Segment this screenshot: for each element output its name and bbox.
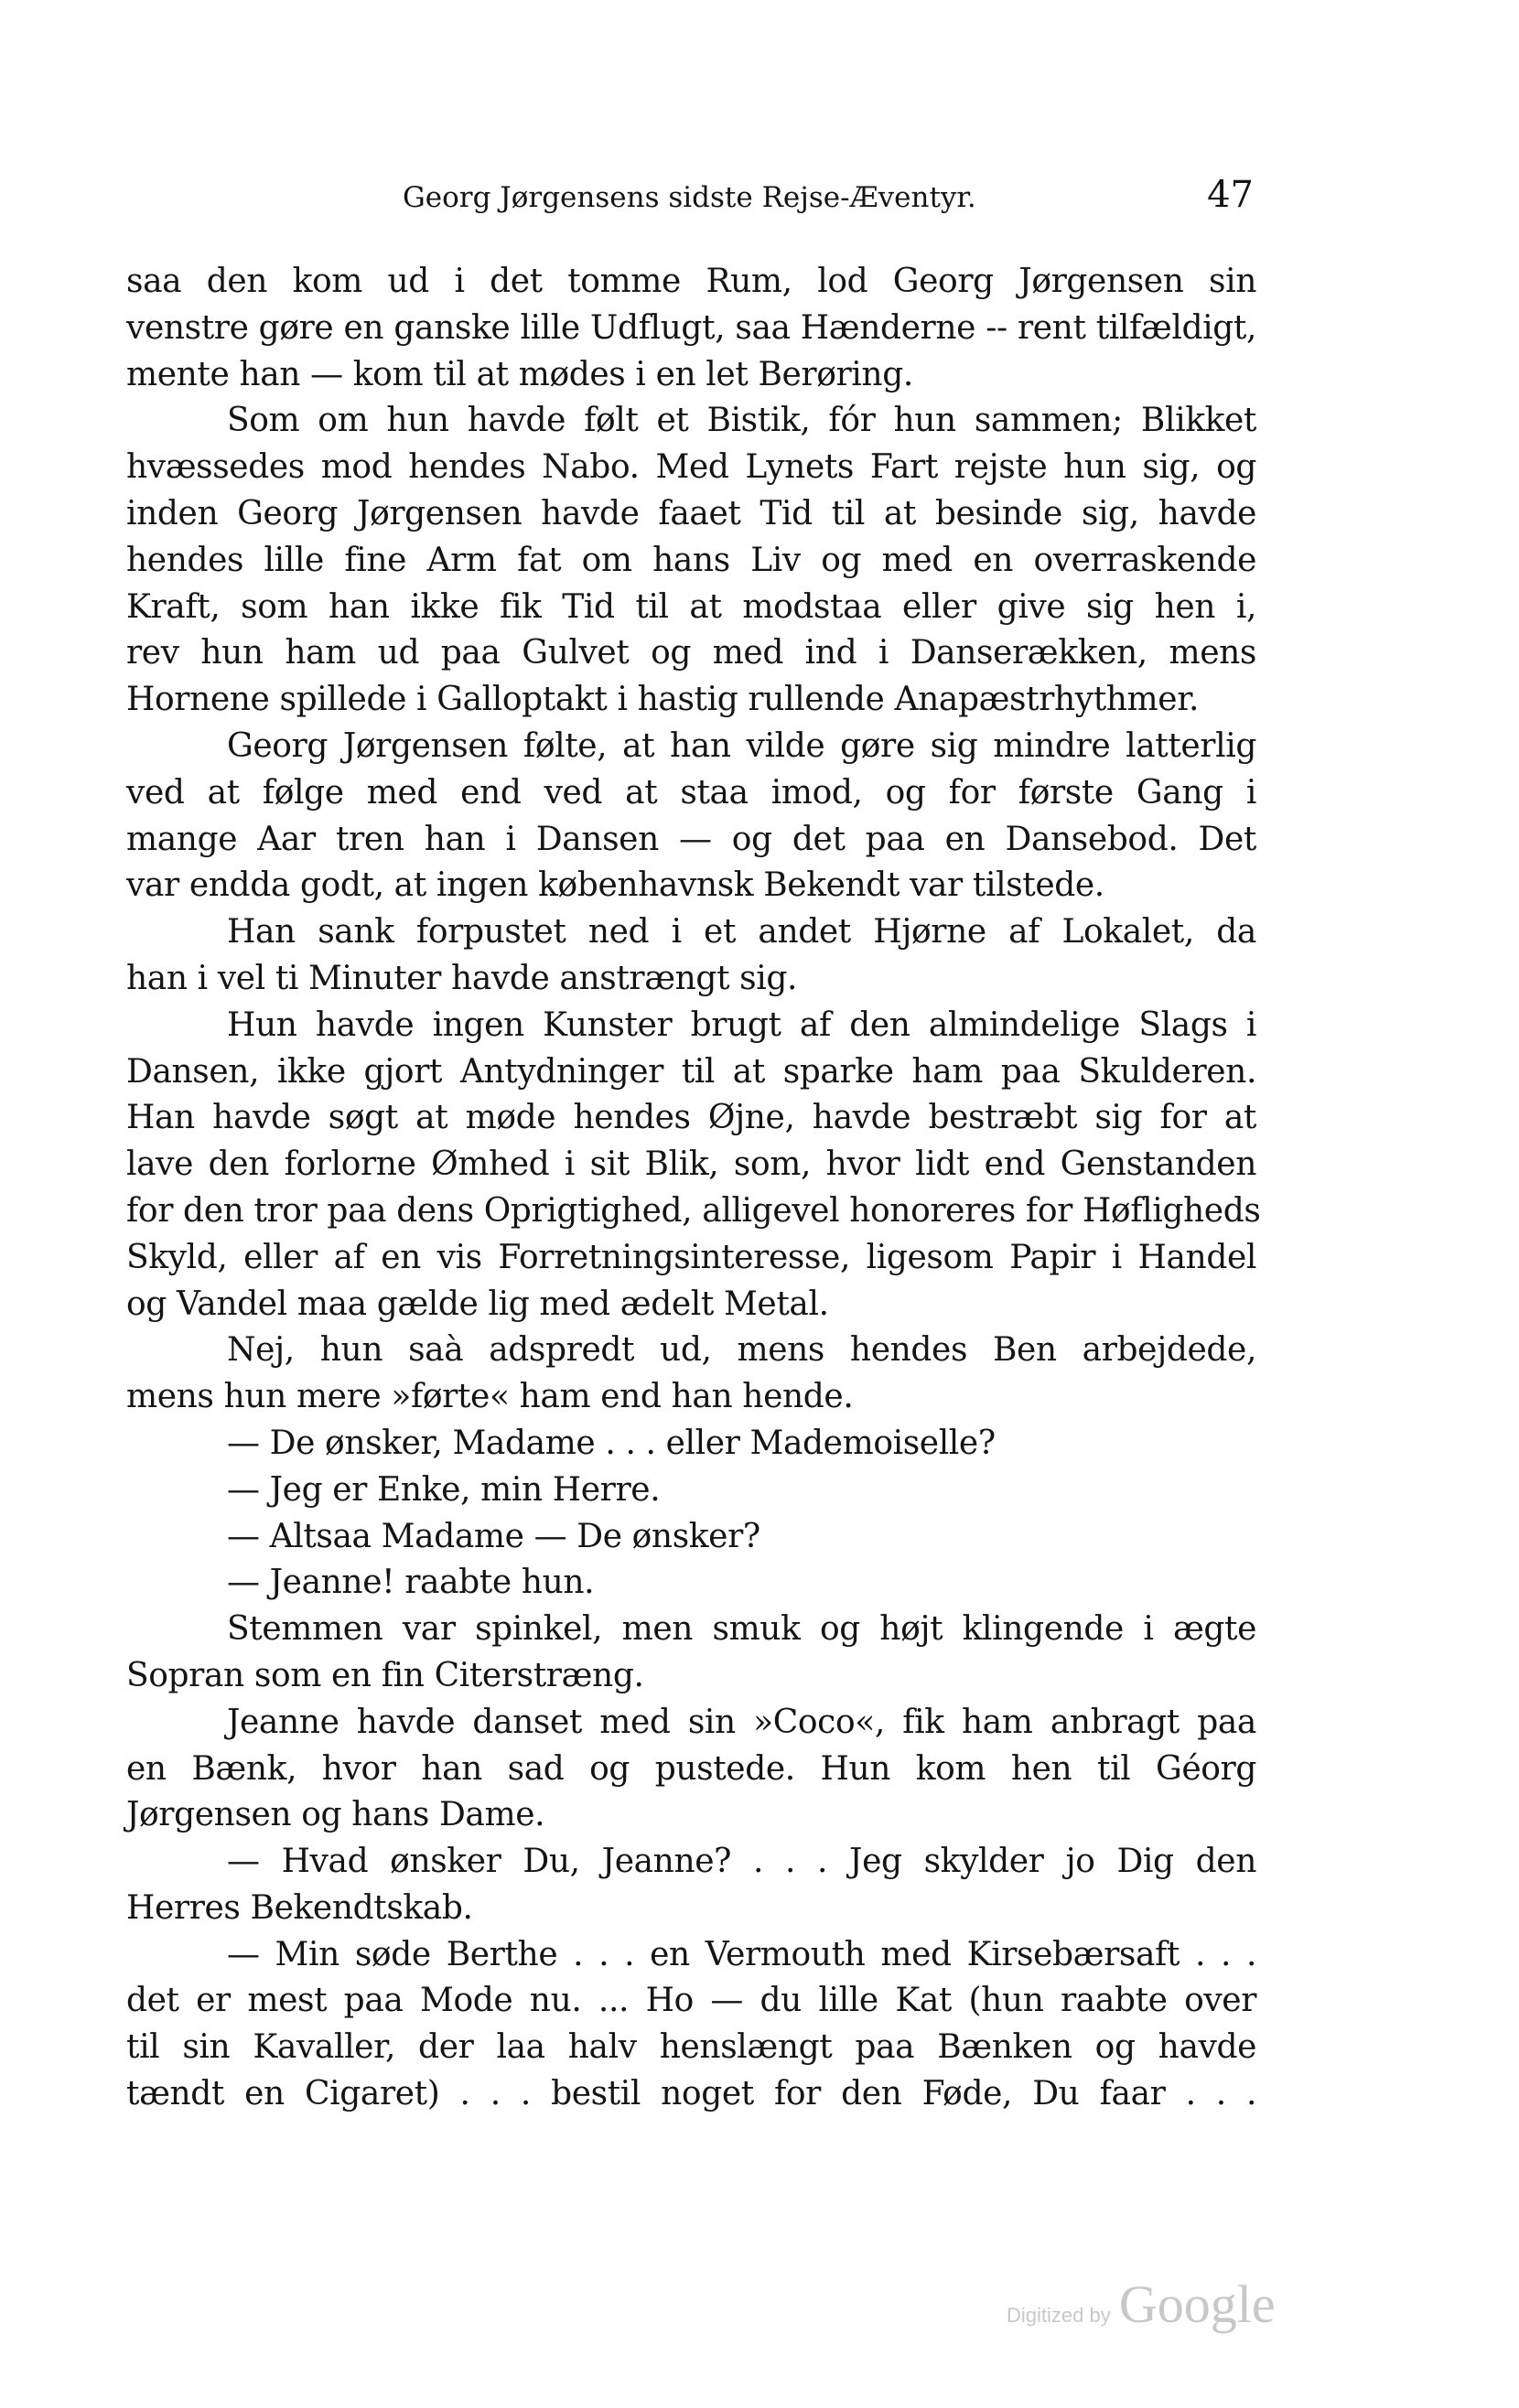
page-header bbox=[128, 174, 1254, 229]
page-number: 47 bbox=[1207, 174, 1254, 216]
paragraph-first-line: Georg Jørgensen følte, at han vilde gøre sig mindre latterlig bbox=[227, 726, 1256, 765]
dialogue-line: — Hvad ønsker Du, Jeanne? . . . Jeg skylder jo Dig den bbox=[227, 1843, 1256, 1881]
text-line: var endda godt, at ingen københavnsk Bekendt var tilstede. bbox=[126, 866, 1104, 905]
text-line: rev hun ham ud paa Gulvet og med ind i Danserækken, mens bbox=[126, 634, 1256, 672]
text-line: inden Georg Jørgensen havde faaet Tid til at besinde sig, havde bbox=[126, 494, 1256, 532]
text-line: Kraft, som han ikke fik Tid til at modstaa eller give sig hen i, bbox=[126, 587, 1256, 626]
watermark-prefix: Digitized by bbox=[1007, 2304, 1111, 2327]
text-line: lave den forlorne Ømhed i sit Blik, som, hvor lidt end Genstanden bbox=[126, 1145, 1256, 1184]
dialogue-line: — Min søde Berthe . . . en Vermouth med Kirsebærsaft . . . bbox=[227, 1935, 1256, 1973]
text-line: ved at følge med end ved at staa imod, og for første Gang i bbox=[126, 773, 1256, 812]
text-line: tændt en Cigaret) . . . bestil noget for den Føde, Du faar . . . bbox=[126, 2075, 1256, 2113]
text-line: det er mest paa Mode nu. ... Ho — du lille Kat (hun raabte over bbox=[126, 1982, 1256, 2020]
text-line: en Bænk, hvor han sad og pustede. Hun kom hen til Géorg bbox=[126, 1749, 1256, 1788]
text-line: Herres Bekendtskab. bbox=[126, 1888, 473, 1927]
text-line: mens hun mere »førte« ham end han hende. bbox=[126, 1378, 854, 1416]
text-line: mente han — kom til at mødes i en let Berøring. bbox=[126, 355, 913, 393]
text-line: Skyld, eller af en vis Forretningsinteresse, ligesom Papir i Handel bbox=[126, 1238, 1256, 1276]
body-text bbox=[126, 259, 1261, 2118]
paragraph-first-line: Stemmen var spinkel, men smuk og højt klingende i ægte bbox=[227, 1610, 1256, 1649]
dialogue-line: — Jeg er Enke, min Herre. bbox=[227, 1470, 661, 1509]
text-line: Jørgensen og hans Dame. bbox=[126, 1796, 545, 1834]
text-line: Han havde søgt at møde hendes Øjne, havde bestræbt sig for at bbox=[126, 1099, 1256, 1137]
paragraph-first-line: Som om hun havde følt et Bistik, fór hun sammen; Blikket bbox=[227, 402, 1256, 440]
text-line: for den tror paa dens Oprigtighed, alligevel honoreres for Høfligheds bbox=[126, 1191, 1261, 1230]
text-line: venstre gøre en ganske lille Udflugt, saa Hænderne -- rent tilfældigt, bbox=[126, 308, 1256, 347]
dialogue-line: — Jeanne! raabte hun. bbox=[227, 1564, 595, 1602]
text-line: mange Aar tren han i Dansen — og det paa en Dansebod. Det bbox=[126, 820, 1256, 858]
text-line: til sin Kavaller, der laa halv henslængt paa Bænken og havde bbox=[126, 2028, 1256, 2067]
paragraph-first-line: Hun havde ingen Kunster brugt af den almindelige Slags i bbox=[227, 1005, 1256, 1044]
dialogue-line: — De ønsker, Madame . . . eller Mademoiselle? bbox=[227, 1424, 996, 1462]
text-line: han i vel ti Minuter havde anstrængt sig. bbox=[126, 959, 798, 997]
text-line: hendes lille fine Arm fat om hans Liv og med en overraskende bbox=[126, 541, 1256, 579]
google-logo: Google bbox=[1118, 2274, 1276, 2334]
text-line: Dansen, ikke gjort Antydninger til at sparke ham paa Skulderen. bbox=[126, 1052, 1256, 1091]
running-title: Georg Jørgensens sidste Rejse-Æventyr. bbox=[403, 181, 976, 214]
text-line: og Vandel maa gælde lig med ædelt Metal. bbox=[126, 1285, 829, 1323]
paragraph-first-line: Jeanne havde danset med sin »Coco«, fik ham anbragt paa bbox=[227, 1703, 1256, 1741]
text-line: saa den kom ud i det tomme Rum, lod Georg Jørgensen sin bbox=[126, 263, 1256, 300]
dialogue-line: — Altsaa Madame — De ønsker? bbox=[227, 1517, 760, 1555]
digitized-watermark bbox=[1007, 2274, 1276, 2335]
paragraph-first-line: Han sank forpustet ned i et andet Hjørne af Lokalet, da bbox=[227, 913, 1256, 951]
paragraph-first-line: Nej, hun saà adspredt ud, mens hendes Ben arbejdede, bbox=[227, 1331, 1256, 1370]
text-line: Sopran som en fin Citerstræng. bbox=[126, 1656, 644, 1694]
text-line: hvæssedes mod hendes Nabo. Med Lynets Fart rejste hun sig, og bbox=[126, 448, 1256, 487]
text-line: Hornene spillede i Galloptakt i hastig rullende Anapæstrhythmer. bbox=[126, 681, 1200, 719]
